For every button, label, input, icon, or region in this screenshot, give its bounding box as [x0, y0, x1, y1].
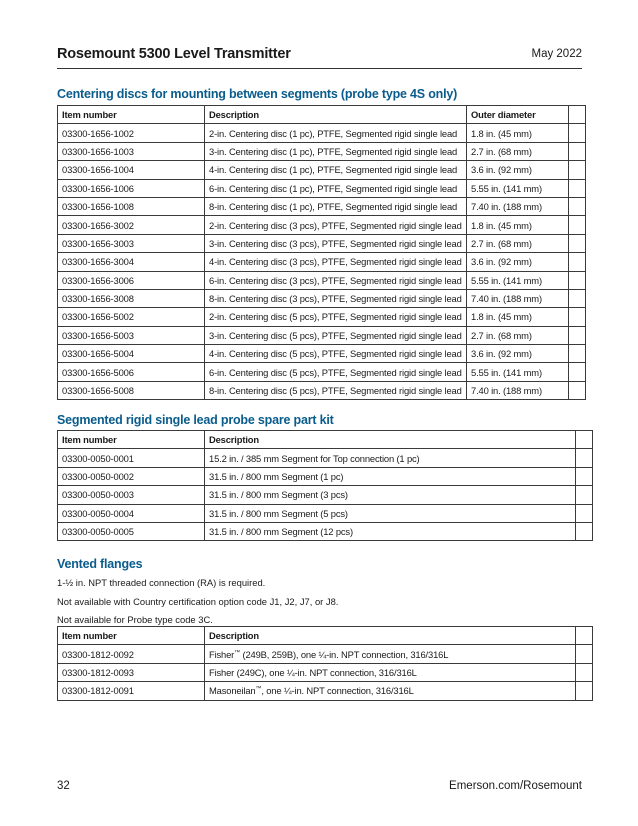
- table-row: [58, 682, 593, 700]
- description-cell: 3-in. Centering disc (5 pcs), PTFE, Segmented rigid single lead: [205, 326, 467, 344]
- column-header: Outer diameter: [467, 106, 569, 124]
- table-row: [58, 216, 586, 234]
- table-row: [58, 504, 593, 522]
- empty-column-header: [576, 627, 593, 645]
- item-number-cell: 03300-0050-0003: [58, 486, 205, 504]
- empty-cell: [569, 326, 586, 344]
- table-row: [58, 124, 586, 142]
- table-row: [58, 161, 586, 179]
- empty-cell: [569, 253, 586, 271]
- table-row: [58, 345, 586, 363]
- item-number-cell: 03300-1812-0092: [58, 645, 205, 663]
- table-row: [58, 289, 586, 307]
- outer-diameter-cell: 7.40 in. (188 mm): [467, 197, 569, 215]
- empty-cell: [569, 381, 586, 399]
- spare-kit-heading: Segmented rigid single lead probe spare part kit: [57, 413, 334, 427]
- table-row: [58, 142, 586, 160]
- empty-cell: [576, 486, 593, 504]
- item-number-cell: 03300-0050-0005: [58, 522, 205, 540]
- empty-cell: [569, 161, 586, 179]
- description-cell: 4-in. Centering disc (1 pc), PTFE, Segmented rigid single lead: [205, 161, 467, 179]
- description-cell: 2-in. Centering disc (5 pcs), PTFE, Segmented rigid single lead: [205, 308, 467, 326]
- vented-note: Not available for Probe type code 3C.: [57, 614, 213, 625]
- table-row: [58, 179, 586, 197]
- spare-kit-rows: [58, 449, 593, 541]
- item-number-cell: 03300-1656-1003: [58, 142, 205, 160]
- document-date: May 2022: [531, 48, 582, 60]
- outer-diameter-cell: 5.55 in. (141 mm): [467, 271, 569, 289]
- website-link[interactable]: Emerson.com/Rosemount: [449, 780, 582, 792]
- outer-diameter-cell: 2.7 in. (68 mm): [467, 234, 569, 252]
- item-number-cell: 03300-1656-1008: [58, 197, 205, 215]
- column-header: Item number: [58, 627, 205, 645]
- spare-kit-table: [57, 430, 593, 541]
- description-cell: 4-in. Centering disc (5 pcs), PTFE, Segmented rigid single lead: [205, 345, 467, 363]
- centering-discs-rows: [58, 124, 586, 400]
- page-header: [57, 46, 582, 68]
- outer-diameter-cell: 5.55 in. (141 mm): [467, 179, 569, 197]
- item-number-cell: 03300-1812-0091: [58, 682, 205, 700]
- description-cell: 2-in. Centering disc (1 pc), PTFE, Segmented rigid single lead: [205, 124, 467, 142]
- description-cell: 31.5 in. / 800 mm Segment (3 pcs): [205, 486, 576, 504]
- outer-diameter-cell: 1.8 in. (45 mm): [467, 308, 569, 326]
- item-number-cell: 03300-1656-3008: [58, 289, 205, 307]
- table-row: [58, 645, 593, 663]
- item-number-cell: 03300-1656-5008: [58, 381, 205, 399]
- description-cell: 8-in. Centering disc (5 pcs), PTFE, Segmented rigid single lead: [205, 381, 467, 399]
- table-row: [58, 486, 593, 504]
- description-cell: 15.2 in. / 385 mm Segment for Top connection (1 pc): [205, 449, 576, 467]
- empty-cell: [569, 197, 586, 215]
- empty-cell: [576, 663, 593, 681]
- empty-column-header: [569, 106, 586, 124]
- description-cell: 8-in. Centering disc (3 pcs), PTFE, Segmented rigid single lead: [205, 289, 467, 307]
- item-number-cell: 03300-1656-5004: [58, 345, 205, 363]
- item-number-cell: 03300-0050-0002: [58, 467, 205, 485]
- column-header: Description: [205, 106, 467, 124]
- empty-cell: [569, 345, 586, 363]
- table-row: [58, 326, 586, 344]
- table-header-row: [58, 431, 593, 449]
- item-number-cell: 03300-1656-1004: [58, 161, 205, 179]
- item-number-cell: 03300-1656-1002: [58, 124, 205, 142]
- item-number-cell: 03300-1656-3002: [58, 216, 205, 234]
- outer-diameter-cell: 7.40 in. (188 mm): [467, 381, 569, 399]
- item-number-cell: 03300-1656-5006: [58, 363, 205, 381]
- table-row: [58, 308, 586, 326]
- outer-diameter-cell: 2.7 in. (68 mm): [467, 142, 569, 160]
- page-number: 32: [57, 780, 70, 792]
- item-number-cell: 03300-1656-3003: [58, 234, 205, 252]
- description-cell: 6-in. Centering disc (3 pcs), PTFE, Segmented rigid single lead: [205, 271, 467, 289]
- table-row: [58, 253, 586, 271]
- column-header: Item number: [58, 106, 205, 124]
- outer-diameter-cell: 7.40 in. (188 mm): [467, 289, 569, 307]
- empty-cell: [569, 142, 586, 160]
- outer-diameter-cell: 1.8 in. (45 mm): [467, 124, 569, 142]
- description-cell: 31.5 in. / 800 mm Segment (5 pcs): [205, 504, 576, 522]
- column-header: Item number: [58, 431, 205, 449]
- table-row: [58, 381, 586, 399]
- vented-flanges-heading: Vented flanges: [57, 557, 143, 571]
- description-cell: 6-in. Centering disc (1 pc), PTFE, Segmented rigid single lead: [205, 179, 467, 197]
- description-cell: 4-in. Centering disc (3 pcs), PTFE, Segmented rigid single lead: [205, 253, 467, 271]
- table-row: [58, 467, 593, 485]
- description-cell: 8-in. Centering disc (1 pc), PTFE, Segmented rigid single lead: [205, 197, 467, 215]
- item-number-cell: 03300-1812-0093: [58, 663, 205, 681]
- description-cell: Masoneilan™, one ¼-in. NPT connection, 316/316L: [205, 682, 576, 700]
- description-cell: 31.5 in. / 800 mm Segment (1 pc): [205, 467, 576, 485]
- description-cell: Fisher (249C), one ¼-in. NPT connection, 316/316L: [205, 663, 576, 681]
- empty-cell: [569, 308, 586, 326]
- item-number-cell: 03300-1656-3006: [58, 271, 205, 289]
- vented-note: 1-½ in. NPT threaded connection (RA) is required.: [57, 577, 266, 588]
- outer-diameter-cell: 3.6 in. (92 mm): [467, 161, 569, 179]
- description-cell: Fisher™ (249B, 259B), one ¼-in. NPT connection, 316/316L: [205, 645, 576, 663]
- item-number-cell: 03300-1656-5002: [58, 308, 205, 326]
- item-number-cell: 03300-1656-1006: [58, 179, 205, 197]
- item-number-cell: 03300-0050-0004: [58, 504, 205, 522]
- item-number-cell: 03300-1656-3004: [58, 253, 205, 271]
- table-row: [58, 197, 586, 215]
- column-header: Description: [205, 627, 576, 645]
- header-divider: [57, 68, 582, 69]
- centering-discs-table: [57, 105, 586, 400]
- description-cell: 2-in. Centering disc (3 pcs), PTFE, Segmented rigid single lead: [205, 216, 467, 234]
- item-number-cell: 03300-0050-0001: [58, 449, 205, 467]
- table-row: [58, 663, 593, 681]
- empty-cell: [576, 504, 593, 522]
- vented-flanges-table: [57, 626, 593, 701]
- empty-cell: [576, 449, 593, 467]
- description-cell: 6-in. Centering disc (5 pcs), PTFE, Segmented rigid single lead: [205, 363, 467, 381]
- item-number-cell: 03300-1656-5003: [58, 326, 205, 344]
- vented-flanges-rows: [58, 645, 593, 700]
- empty-cell: [576, 645, 593, 663]
- table-header-row: [58, 627, 593, 645]
- outer-diameter-cell: 3.6 in. (92 mm): [467, 253, 569, 271]
- table-header-row: [58, 106, 586, 124]
- vented-note: Not available with Country certification option code J1, J2, J7, or J8.: [57, 596, 339, 607]
- table-row: [58, 363, 586, 381]
- empty-cell: [569, 271, 586, 289]
- document-title: Rosemount 5300 Level Transmitter: [57, 46, 291, 62]
- empty-cell: [569, 289, 586, 307]
- empty-cell: [569, 363, 586, 381]
- outer-diameter-cell: 5.55 in. (141 mm): [467, 363, 569, 381]
- table-row: [58, 271, 586, 289]
- table-row: [58, 449, 593, 467]
- table-row: [58, 522, 593, 540]
- empty-cell: [576, 682, 593, 700]
- description-cell: 3-in. Centering disc (3 pcs), PTFE, Segmented rigid single lead: [205, 234, 467, 252]
- empty-cell: [576, 467, 593, 485]
- empty-cell: [569, 216, 586, 234]
- empty-cell: [569, 179, 586, 197]
- description-cell: 31.5 in. / 800 mm Segment (12 pcs): [205, 522, 576, 540]
- outer-diameter-cell: 3.6 in. (92 mm): [467, 345, 569, 363]
- description-cell: 3-in. Centering disc (1 pc), PTFE, Segmented rigid single lead: [205, 142, 467, 160]
- outer-diameter-cell: 2.7 in. (68 mm): [467, 326, 569, 344]
- empty-cell: [576, 522, 593, 540]
- empty-cell: [569, 124, 586, 142]
- column-header: Description: [205, 431, 576, 449]
- empty-column-header: [576, 431, 593, 449]
- empty-cell: [569, 234, 586, 252]
- outer-diameter-cell: 1.8 in. (45 mm): [467, 216, 569, 234]
- centering-discs-heading: Centering discs for mounting between segments (probe type 4S only): [57, 87, 458, 101]
- table-row: [58, 234, 586, 252]
